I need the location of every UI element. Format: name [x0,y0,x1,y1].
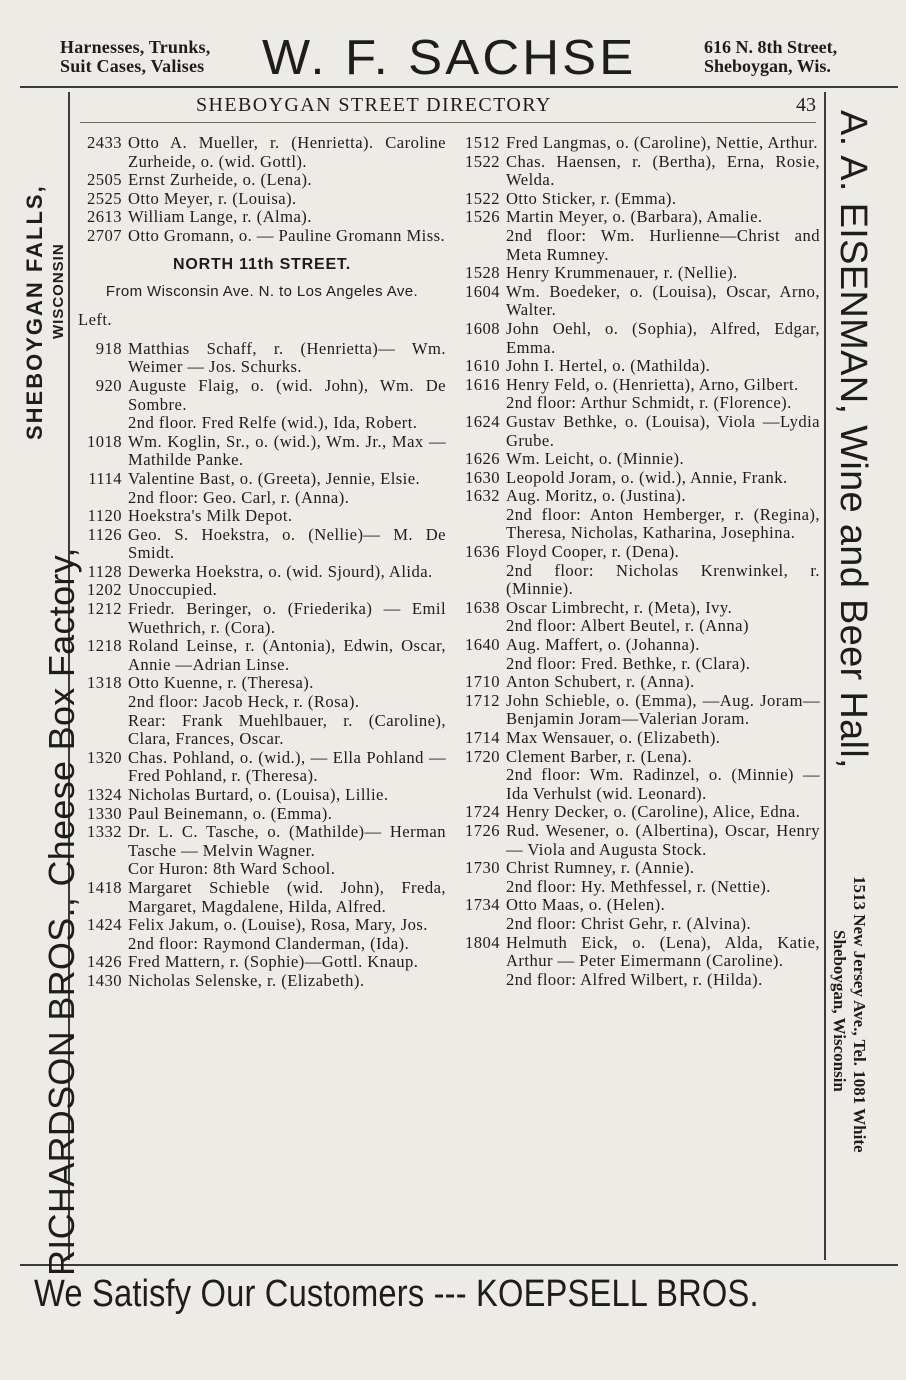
house-number: 1522 [465,188,500,208]
right-ad-address: 1513 New Jersey Ave., Tel. 1081 White [850,876,869,1153]
directory-entry [456,915,820,934]
resident-names: Leopold Joram, o. (wid.), Annie, Frank. [506,467,788,487]
directory-entry [456,394,820,413]
section-heading: NORTH 11th STREET. [173,255,351,273]
resident-names: 2nd floor. Fred Relfe (wid.), Ida, Robert. [128,413,418,433]
directory-entry [78,377,446,414]
resident-names: Auguste Flaig, o. (wid. John), Wm. De Sombre. [128,375,446,414]
resident-names: Ernst Zurheide, o. (Lena). [128,170,313,190]
directory-entry [78,823,446,860]
right-column [456,134,820,989]
house-number: 1714 [465,728,500,747]
house-number: 2613 [87,207,122,227]
directory-entry [78,935,446,954]
resident-names: 2nd floor: Jacob Heck, r. (Rosa). [128,692,360,712]
directory-entry [456,357,820,376]
page-header [196,94,816,120]
house-number: 1522 [465,151,500,171]
house-number: 1332 [87,822,122,842]
directory-entry [456,320,820,357]
resident-names: Otto Kuenne, r. (Theresa). [128,673,314,693]
right-rule [824,92,826,1260]
house-number: 1126 [87,524,122,544]
house-number: 1324 [87,785,122,804]
directory-entry [456,655,820,674]
resident-names: Margaret Schieble (wid. John), Freda, Margaret, Magdalene, Hilda, Alfred. [128,877,446,916]
directory-entry [78,693,446,712]
spacer [78,301,446,311]
header-rule [80,122,816,123]
resident-names: Fred Langmas, o. (Caroline), Nettie, Arthur. [506,133,818,152]
resident-names: Max Wensauer, o. (Elizabeth). [506,728,721,747]
directory-entry [456,673,820,692]
resident-names: Oscar Limbrecht, r. (Meta), Ivy. [506,597,733,617]
directory-entry [78,414,446,433]
house-number: 1212 [87,599,122,619]
resident-names: Felix Jakum, o. (Louise), Rosa, Mary, Jos. [128,915,428,935]
bottom-rule [20,1264,898,1266]
directory-entry [456,636,820,655]
resident-names: Dewerka Hoekstra, o. (wid. Sjourd), Alida. [128,561,433,581]
top-ad-left-line1: Harnesses, Trunks, [60,37,211,57]
directory-entry [78,879,446,916]
house-number: 1218 [87,636,122,656]
directory-entry [78,208,446,227]
directory-entry [78,171,446,190]
section-range: From Wisconsin Ave. N. to Los Angeles Ave. [105,283,419,301]
house-number: 1604 [465,281,500,301]
right-ad-main-text: A. A. EISENMAN, Wine and Beer Hall, [832,110,874,769]
house-number: 1710 [465,672,500,692]
resident-names: Henry Feld, o. (Henrietta), Arno, Gilbert. [506,374,799,394]
resident-names: Rear: Frank Muehlbauer, r. (Caroline), Clara, Frances, Oscar. [128,710,446,749]
directory-entry [78,953,446,972]
resident-names: Aug. Maffert, o. (Johanna). [506,635,700,655]
resident-names: Anton Schubert, r. (Anna). [506,672,695,692]
resident-names: Otto Maas, o. (Helen). [506,895,666,915]
house-number: 2525 [87,188,122,208]
house-number: 1610 [465,356,500,376]
top-ad-left-line2: Suit Cases, Valises [60,56,205,76]
directory-entry [456,134,820,153]
resident-names: Matthias Schaff, r. (Henrietta)— Wm. Weimer — Jos. Schurks. [128,338,446,377]
resident-names: 2nd floor: Hy. Methfessel, r. (Nettie). [506,876,771,896]
directory-entry [78,674,446,693]
directory-entry [456,599,820,618]
directory-entry [456,376,820,395]
house-number: 1426 [87,952,122,972]
resident-names: 2nd floor: Raymond Clanderman, (Ida). [128,933,410,953]
left-ad-state: WISCONSIN [50,243,67,339]
resident-names: Helmuth Eick, o. (Lena), Alda, Katie, Arthur — Peter Eimermann (Caroline). [506,932,820,971]
top-ad-right-line1: 616 N. 8th Street, [704,37,838,57]
left-ad-city: SHEBOYGAN FALLS, [22,184,47,440]
resident-names: William Lange, r. (Alma). [128,207,312,227]
house-number: 2505 [87,170,122,190]
directory-entry [78,786,446,805]
house-number: 1318 [87,673,122,693]
top-ad-right [704,38,837,76]
top-ad-left [60,38,210,76]
house-number: 918 [95,338,122,358]
house-number: 1626 [465,449,500,469]
house-number: 1512 [465,133,500,152]
resident-names: Otto A. Mueller, r. (Henrietta). Caroline Zurheide, o. (wid. Gottl). [128,133,446,171]
directory-entry [78,805,446,824]
directory-entry [456,208,820,227]
directory-entry [456,617,820,636]
resident-names: Otto Meyer, r. (Louisa). [128,188,297,208]
resident-names: Chas. Pohland, o. (wid.), — Ella Pohland — Fred Pohland, r. (Theresa). [128,747,446,786]
directory-entry [78,134,446,171]
resident-names: Wm. Boedeker, o. (Louisa), Oscar, Arno, Walter. [506,281,820,320]
directory-entry [78,433,446,470]
house-number: 2433 [87,133,122,152]
resident-names: Wm. Leicht, o. (Minnie). [506,449,685,469]
house-number: 1624 [465,411,500,431]
house-number: 1734 [465,895,500,915]
directory-entry [456,227,820,264]
house-number: 1608 [465,318,500,338]
right-ad-city: Sheboygan, Wisconsin [830,930,849,1092]
resident-names: John Oehl, o. (Sophia), Alfred, Edgar, Emma. [506,318,820,357]
house-number: 1712 [465,690,500,710]
resident-names: Nicholas Selenske, r. (Elizabeth). [128,970,365,990]
house-number: 1640 [465,635,500,655]
directory-entry [456,153,820,190]
resident-names: Unoccupied. [128,580,218,600]
resident-names: Valentine Bast, o. (Greeta), Jennie, Elsie. [128,468,421,488]
resident-names: Rud. Wesener, o. (Albertina), Oscar, Henry — Viola and Augusta Stock. [506,820,820,859]
directory-entry [456,190,820,209]
house-number: 1720 [465,746,500,766]
resident-names: John I. Hertel, o. (Mathilda). [506,356,711,376]
directory-entry [456,729,820,748]
house-number: 1418 [87,877,122,897]
top-advertisement [0,30,906,86]
resident-names: Roland Leinse, r. (Antonia), Edwin, Oscar, Annie —Adrian Linse. [128,636,446,674]
resident-names: 2nd floor: Christ Gehr, r. (Alvina). [506,913,752,933]
resident-names: Wm. Koglin, Sr., o. (wid.), Wm. Jr., Max — Mathilde Panke. [128,431,446,470]
directory-entry [456,543,820,562]
directory-entry [78,340,446,377]
directory-entry [456,506,820,543]
house-number: 1726 [465,820,500,840]
resident-names: Nicholas Burtard, o. (Louisa), Lillie. [128,785,389,804]
resident-names: Chas. Haensen, r. (Bertha), Erna, Rosie, Welda. [506,151,820,190]
house-number: 1320 [87,747,122,767]
resident-names: Paul Beinemann, o. (Emma). [128,803,333,823]
resident-names: 2nd floor: Anton Hemberger, r. (Regina), Theresa, Nicholas, Katharina, Josephina. [506,504,820,543]
resident-names: 2nd floor: Geo. Carl, r. (Anna). [128,487,350,507]
resident-names: Fred Mattern, r. (Sophie)—Gottl. Knaup. [128,952,419,972]
house-number: 1804 [465,932,500,952]
section-side: Left. [78,310,113,330]
house-number: 1616 [465,374,500,394]
resident-names: 2nd floor: Albert Beutel, r. (Anna) [506,616,749,636]
house-number: 1526 [465,207,500,227]
resident-names: Friedr. Beringer, o. (Friederika) — Emil Wuethrich, r. (Cora). [128,599,446,637]
directory-entry [456,766,820,803]
directory-entry [456,971,820,990]
house-number: 1424 [87,915,122,935]
resident-names: Dr. L. C. Tasche, o. (Mathilde)— Herman Tasche — Melvin Wagner. [128,822,446,860]
directory-entry [78,860,446,879]
directory-entry [456,450,820,469]
resident-names: 2nd floor: Fred. Bethke, r. (Clara). [506,653,751,673]
left-entries-bottom [78,340,446,991]
resident-names: 2nd floor: Nicholas Krenwinkel, r. (Minnie). [506,560,820,599]
directory-entry [78,563,446,582]
bottom-advertisement: We Satisfy Our Customers --- KOEPSELL BROS. [34,1273,759,1315]
resident-names: Floyd Cooper, r. (Dena). [506,542,680,562]
house-number: 1018 [87,431,122,451]
directory-entry [456,803,820,822]
resident-names: Christ Rumney, r. (Annie). [506,858,695,878]
resident-names: Martin Meyer, o. (Barbara), Amalie. [506,207,763,227]
house-number: 1630 [465,467,500,487]
left-column [78,134,446,991]
house-number: 920 [95,375,122,395]
directory-entry [78,581,446,600]
resident-names: Hoekstra's Milk Depot. [128,506,293,526]
directory-entry [456,878,820,897]
house-number: 1330 [87,803,122,823]
top-ad-brand: W. F. SACHSE [262,31,637,85]
house-number: 1430 [87,970,122,990]
directory-entry [78,507,446,526]
resident-names: 2nd floor: Alfred Wilbert, r. (Hilda). [506,969,763,989]
directory-entry [78,526,446,563]
house-number: 1114 [88,468,122,488]
house-number: 1528 [465,263,500,283]
resident-names: Otto Sticker, r. (Emma). [506,188,677,208]
directory-entry [78,712,446,749]
resident-names: Aug. Moritz, o. (Justina). [506,486,686,506]
directory-entry [78,190,446,209]
directory-entry [78,470,446,489]
directory-entry [78,637,446,674]
resident-names: Henry Krummenauer, r. (Nellie). [506,263,738,283]
directory-entry [78,749,446,786]
house-number: 1632 [465,486,500,506]
directory-entry [456,692,820,729]
directory-entry [456,934,820,971]
directory-entry [78,916,446,935]
house-number: 1724 [465,802,500,822]
page-number: 43 [796,94,816,116]
resident-names: Otto Gromann, o. — Pauline Gromann Miss. [128,225,446,245]
house-number: 1636 [465,542,500,562]
house-number: 1638 [465,597,500,617]
resident-names: 2nd floor: Arthur Schmidt, r. (Florence). [506,393,792,413]
resident-names: Gustav Bethke, o. (Louisa), Viola —Lydia Grube. [506,411,820,450]
resident-names: 2nd floor: Wm. Radinzel, o. (Minnie) — Ida Verhulst (wid. Leonard). [506,765,820,803]
resident-names: Cor Huron: 8th Ward School. [128,859,336,879]
top-ad-right-line2: Sheboygan, Wis. [704,56,831,76]
house-number: 1202 [87,580,122,600]
house-number: 2707 [87,225,122,245]
directory-entry [78,227,446,246]
directory-entry [456,748,820,767]
directory-entry [456,896,820,915]
left-ad-main-text: RICHARDSON BROS., Cheese Box Factory, [41,547,82,1276]
house-number: 1730 [465,858,500,878]
left-entries-top [78,134,446,246]
directory-entry [456,264,820,283]
resident-names: Henry Decker, o. (Caroline), Alice, Edna. [506,802,801,822]
directory-entry [78,972,446,991]
directory-entry [456,562,820,599]
resident-names: Geo. S. Hoekstra, o. (Nellie)— M. De Smidt. [128,524,446,563]
house-number: 1120 [87,506,122,526]
resident-names: Clement Barber, r. (Lena). [506,746,693,766]
resident-names: 2nd floor: Wm. Hurlienne—Christ and Meta Rumney. [506,225,820,264]
directory-entry [456,283,820,320]
house-number: 1128 [87,561,122,581]
directory-entry [78,489,446,508]
top-rule [20,86,898,88]
directory-entry [78,600,446,637]
directory-entry [456,469,820,488]
right-entries [456,134,820,989]
page-title: SHEBOYGAN STREET DIRECTORY [196,94,552,116]
directory-entry [456,487,820,506]
directory-entry [456,413,820,450]
resident-names: John Schieble, o. (Emma), —Aug. Joram—Benjamin Joram—Valerian Joram. [506,690,820,729]
directory-entry [456,822,820,859]
directory-entry [456,859,820,878]
